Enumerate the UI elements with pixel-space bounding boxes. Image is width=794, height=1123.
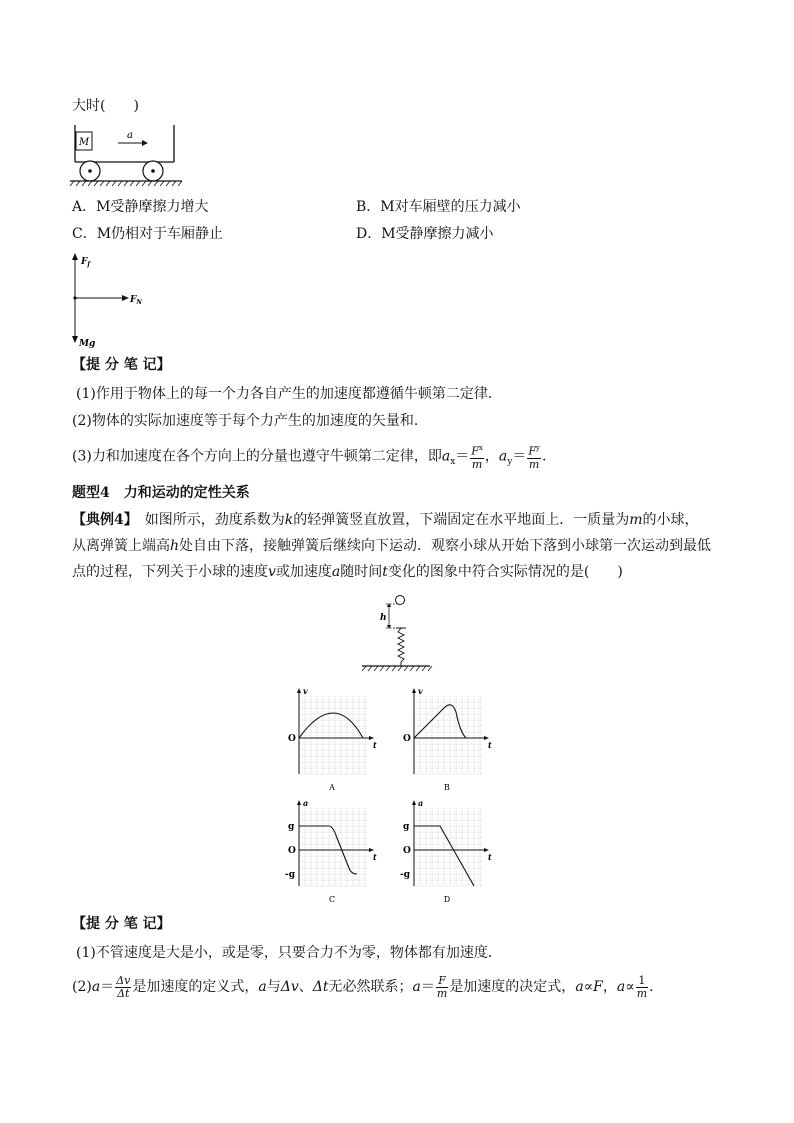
graph-d-origin: O: [403, 846, 411, 856]
cart-accel-label: a: [127, 130, 133, 141]
graph-b-x-label: t: [488, 740, 492, 750]
graph-d: [400, 796, 500, 906]
option-c: C．M仍相对于车厢静止: [72, 226, 224, 242]
graph-c-x-label: t: [373, 852, 377, 862]
graph-c: [285, 796, 385, 906]
notes1-item1: (1)作用于物体上的每一个力各自产生的加速度都遵循牛顿第二定律．: [76, 386, 502, 402]
option-a: A．M受静摩擦力增大: [72, 199, 209, 215]
graph-c-y-label: a: [303, 798, 309, 808]
graph-a: [285, 684, 385, 794]
notes1-item3: (3)力和加速度在各个方向上的分量也遵守牛顿第二定律，即$a_x=$ $\frac{F^x}{m}$ ，$a_y=$ $\frac{F^y}{m}$ .: [72, 444, 547, 471]
graph-a-origin: O: [288, 734, 296, 744]
graph-a-x-label: t: [373, 740, 377, 750]
cart-figure: [70, 122, 190, 188]
notes2-title: 【提 分 笔 记】: [72, 916, 171, 932]
graph-d-g-label: g: [403, 822, 410, 832]
graph-d-label: D: [443, 895, 451, 904]
graph-a-y-label: v: [303, 686, 308, 696]
friction-force-label: $F_f$: [81, 257, 90, 268]
normal-force-label: $F_N$: [130, 295, 142, 306]
topic4-title: 题型4 力和运动的定性关系: [72, 485, 250, 501]
notes2-item1: (1)不管速度是大是小，或是零，只要合力不为零，物体都有加速度．: [76, 945, 502, 961]
graph-d-neg-g-label: -g: [400, 870, 411, 880]
graph-a-label: A: [329, 783, 335, 792]
graph-c-g-label: g: [288, 822, 295, 832]
graph-b: [400, 684, 500, 794]
graph-b-y-label: v: [418, 686, 423, 696]
option-b: B．M对车厢壁的压力减小: [356, 199, 521, 215]
notes1-item2: (2)物体的实际加速度等于每个力产生的加速度的矢量和．: [72, 413, 428, 429]
example4-text: 【典例4】 如图所示，劲度系数为k的轻弹簧竖直放置，下端固定在水平地面上．一质量为m的小球， 从离弹簧上端高h处自由下落，接触弹簧后继续向下运动．观察小球从开始下落到小球第一次运动到最低 点的过程，下列关于小球的速度v或加速度a随时间t变化的图象中符合实际情况的是( ): [72, 512, 712, 580]
graph-c-label: C: [328, 895, 336, 904]
graph-b-origin: O: [403, 734, 411, 744]
spring-figure: [356, 592, 436, 672]
graph-c-neg-g-label: -g: [285, 870, 296, 880]
graph-b-label: B: [444, 783, 450, 792]
graph-d-y-label: a: [418, 798, 424, 808]
cart-mass-label: M: [78, 137, 90, 148]
notes1-title: 【提 分 笔 记】: [72, 357, 171, 373]
force-diagram: [66, 252, 156, 348]
option-d: D．M受静摩擦力减小: [356, 226, 494, 242]
graph-d-x-label: t: [488, 852, 492, 862]
question-tail: 大时( ): [72, 98, 139, 114]
spring-height-label: h: [380, 613, 387, 623]
weight-label: Mg: [79, 339, 96, 349]
notes2-item2: (2)a＝ $\frac{\Delta v}{\Delta t}$ 是加速度的定义式，a与Δv、Δt无必然联系；a＝ $\frac{F}{m}$ 是加速度的决定式，a∝F，a∝ $\frac{1}{m}$ .: [72, 973, 654, 1000]
graph-c-origin: O: [288, 846, 296, 856]
